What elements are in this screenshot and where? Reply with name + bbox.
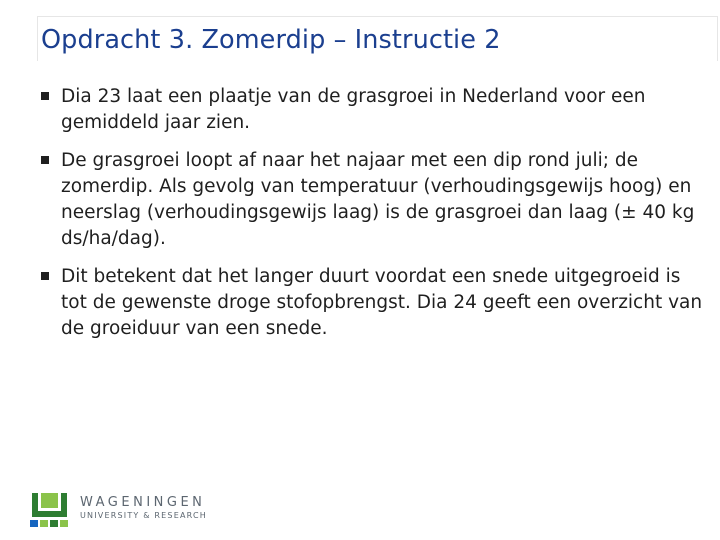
logo-subtitle: UNIVERSITY & RESEARCH [80, 511, 208, 520]
square-bullet-icon [41, 92, 49, 100]
logo-name: WAGENINGEN [80, 495, 206, 510]
square-bullet-icon [41, 272, 49, 280]
wageningen-logo-icon [30, 493, 72, 527]
wageningen-logo [30, 493, 230, 527]
bullet-text: Dia 23 laat een plaatje van de grasgroei in Nederland voor een gemiddeld jaar zien. [61, 86, 646, 133]
square-bullet-icon [41, 156, 49, 164]
slide-title: Opdracht 3. Zomerdip – Instructie 2 [41, 25, 501, 55]
bullet-item [38, 84, 708, 136]
bullet-list [38, 84, 708, 354]
bullet-text: De grasgroei loopt af naar het najaar met een dip rond juli; de zomerdip. Als gevolg van temperatuur (verhoudingsgewijs hoog) en neerslag (verhoudingsgewijs laag) is de grasgroei dan laag (± 40 kg ds/ha/dag). [61, 150, 695, 249]
bullet-item [38, 148, 708, 252]
bullet-item [38, 264, 708, 342]
bullet-text: Dit betekent dat het langer duurt voordat een snede uitgegroeid is tot de gewenste droge stofopbrengst. Dia 24 geeft een overzicht van de groeiduur van een snede. [61, 266, 703, 339]
